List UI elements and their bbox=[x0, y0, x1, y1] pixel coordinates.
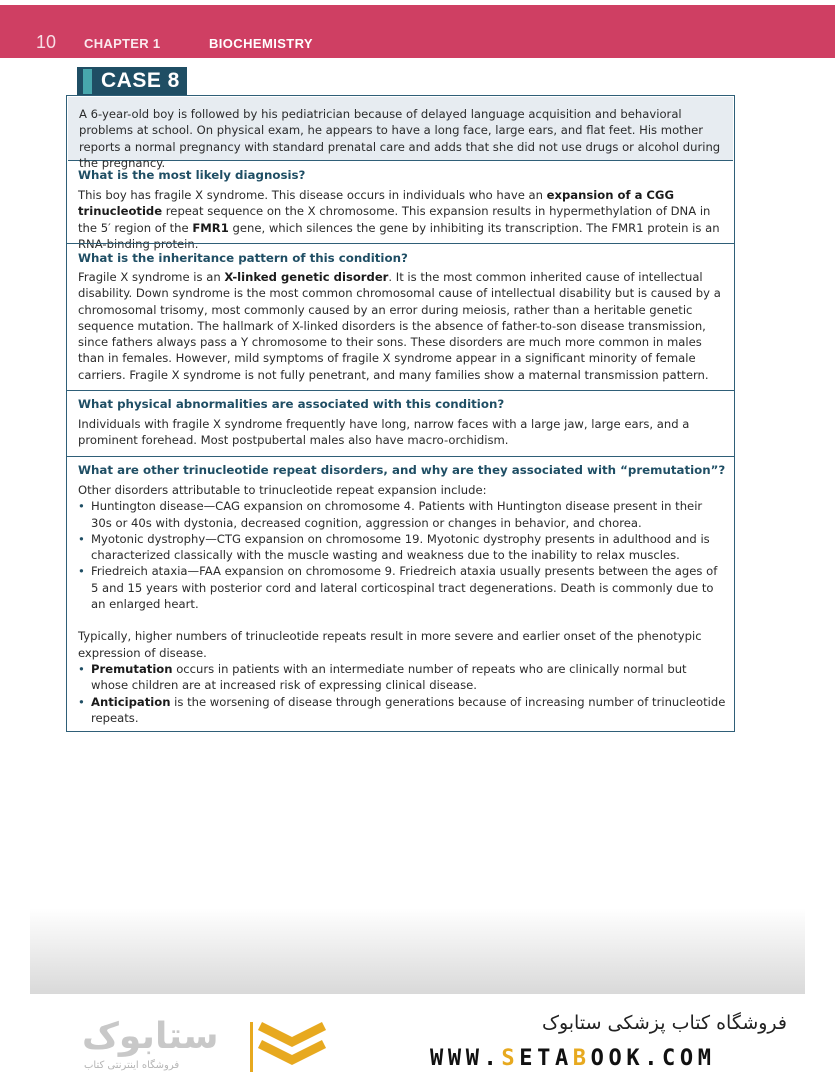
case-stem bbox=[68, 97, 733, 170]
case-box bbox=[66, 95, 735, 732]
section-divider bbox=[67, 456, 734, 457]
section-divider bbox=[67, 243, 734, 244]
store-name: فروشگاه کتاب پزشکی ستابوک bbox=[541, 1012, 787, 1034]
case-tab bbox=[77, 67, 187, 96]
answer-inheritance: Fragile X syndrome is an X-linked genetic disorder. It is the most common inherited cause of intellectual disability. Down syndrome is the most common chromosomal cause of intellectual disability but is caused by a chromosomal trisomy, most commonly caused by an error during meiosis, rather than a heritable genetic sequence mutation. The hallmark of X-linked disorders is the absence of father-to-son disease transmission, since fathers always pass a Y chromosome to their sons. These disorders are much more common in males than in females. However, mild symptoms of fragile X syndrome appear in a significant minority of female carriers. Fragile X syndrome is not fully penetrant, and many families show a maternal transmission pattern. bbox=[78, 270, 721, 382]
case-tab-label: CASE 8 bbox=[101, 69, 180, 92]
chapter-title: BIOCHEMISTRY bbox=[209, 36, 313, 51]
store-logo bbox=[64, 1010, 334, 1080]
logo-wordmark: ستابوک bbox=[82, 1016, 219, 1057]
question-physical: What physical abnormalities are associated with this condition? bbox=[78, 397, 505, 411]
chevron-logo-icon bbox=[250, 1014, 330, 1074]
bullet-friedreich: • Friedreich ataxia—FAA expansion on chromosome 9. Friedreich ataxia usually presents between the ages of 5 and 15 years with posterior cord and lateral corticospinal tract degenerations. Death is commonly due to an enlarged heart. bbox=[78, 563, 726, 612]
running-header bbox=[0, 5, 835, 58]
bullet-myotonic: • Myotonic dystrophy—CTG expansion on chromosome 19. Myotonic dystrophy presents in adulthood and is characterized classically with the muscle wasting and weakness due to the inability to relax muscles. bbox=[78, 531, 726, 564]
case-stem-text: A 6-year-old boy is followed by his pediatrician because of delayed language acquisition and behavioral problems at school. On physical exam, he appears to have a long face, large ears, and flat feet. His mother reports a normal pregnancy with standard prenatal care and adds that she did not use drugs or alcohol during the pregnancy. bbox=[79, 107, 721, 170]
answer-paragraph: Typically, higher numbers of trinucleotide repeats result in more severe and earlier onset of the phenotypic expression of disease. bbox=[78, 629, 702, 660]
page-bottom-fade bbox=[30, 908, 805, 994]
answer-trinucleotide bbox=[78, 482, 726, 726]
answer-diagnosis: This boy has fragile X syndrome. This disease occurs in individuals who have an expansion of a CGG trinucleotide repeat sequence on the X chromosome. This expansion results in hypermethylation of DNA in the 5′ region of the FMR1 gene, which silences the gene by inhibiting its transcription. The FMR1 protein is an RNA-binding protein. bbox=[78, 188, 720, 251]
section-divider bbox=[67, 390, 734, 391]
bullet-anticipation: • Anticipation is the worsening of disease through generations because of increasing number of trinucleotide repeats. bbox=[78, 694, 726, 727]
answer-physical: Individuals with fragile X syndrome frequently have long, narrow faces with a large jaw, large ears, and a prominent forehead. Most postpubertal males also have macro-orchidism. bbox=[78, 417, 690, 448]
bullet-huntington: • Huntington disease—CAG expansion on chromosome 4. Patients with Huntington disease present in their 30s or 40s with dystonia, decreased cognition, aggression or changes in behavior, and chorea. bbox=[78, 498, 726, 531]
bullet-premutation: • Premutation occurs in patients with an intermediate number of repeats who are clinically normal but whose children are at increased risk of expressing clinical disease. bbox=[78, 661, 726, 694]
chapter-label: CHAPTER 1 bbox=[84, 36, 161, 51]
case-tab-accent bbox=[83, 69, 92, 94]
logo-tagline: فروشگاه اینترنتی کتاب bbox=[84, 1060, 180, 1071]
store-url: WWW.SETABOOK.COM bbox=[430, 1046, 716, 1071]
question-diagnosis: What is the most likely diagnosis? bbox=[78, 168, 306, 182]
page-number: 10 bbox=[36, 32, 57, 52]
question-trinucleotide: What are other trinucleotide repeat disorders, and why are they associated with “premutation”? bbox=[78, 463, 726, 477]
question-inheritance: What is the inheritance pattern of this condition? bbox=[78, 251, 408, 265]
answer-intro: Other disorders attributable to trinucleotide repeat expansion include: bbox=[78, 483, 487, 497]
